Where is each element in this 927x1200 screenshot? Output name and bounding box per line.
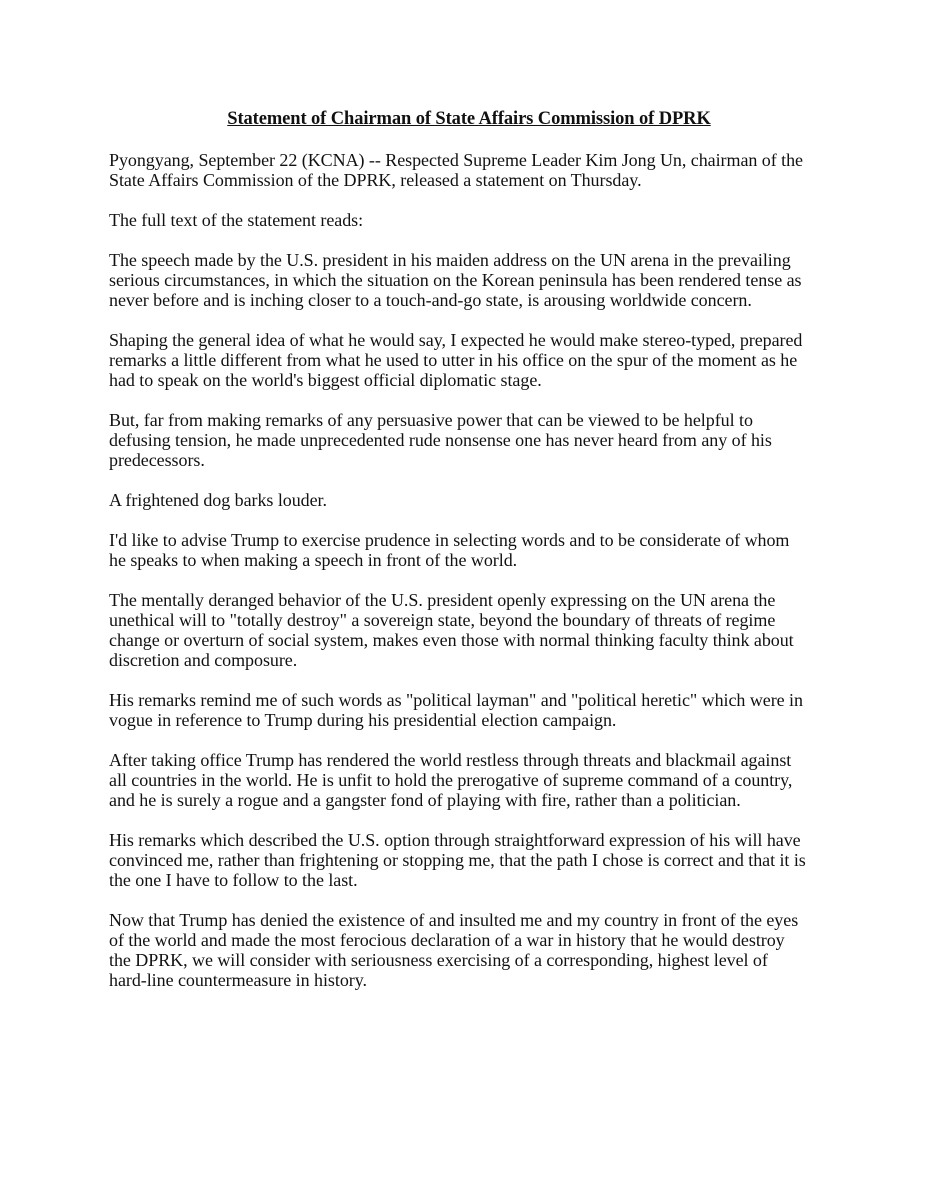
paragraph [109,150,829,190]
text-line: Shaping the general idea of what he would say, I expected he would make stereo-typed, prepared [109,330,803,350]
text-line: the DPRK, we will consider with seriousness exercising of a corresponding, highest level of [109,950,768,970]
text-line: remarks a little different from what he used to utter in his office on the spur of the moment as he [109,350,798,370]
text-line: defusing tension, he made unprecedented rude nonsense one has never heard from any of his [109,430,772,450]
paragraph [109,690,829,730]
text-line: convinced me, rather than frightening or stopping me, that the path I chose is correct and that it is [109,850,806,870]
paragraph [109,750,829,810]
paragraph [109,590,829,670]
paragraph [109,530,829,570]
text-line: unethical will to "totally destroy" a sovereign state, beyond the boundary of threats of regime [109,610,776,630]
text-line: State Affairs Commission of the DPRK, released a statement on Thursday. [109,170,642,190]
text-line: I'd like to advise Trump to exercise prudence in selecting words and to be considerate of whom [109,530,790,550]
text-line: His remarks remind me of such words as "political layman" and "political heretic" which were in [109,690,803,710]
paragraph [109,490,829,510]
text-line: the one I have to follow to the last. [109,870,358,890]
paragraph [109,410,829,470]
text-line: vogue in reference to Trump during his presidential election campaign. [109,710,617,730]
text-line: never before and is inching closer to a touch-and-go state, is arousing worldwide concern. [109,290,752,310]
text-line: serious circumstances, in which the situation on the Korean peninsula has been rendered tense as [109,270,802,290]
text-line: A frightened dog barks louder. [109,490,327,510]
paragraph [109,330,829,390]
paragraph [109,910,829,990]
paragraph [109,830,829,890]
text-line: he speaks to when making a speech in front of the world. [109,550,518,570]
text-line: of the world and made the most ferocious declaration of a war in history that he would destroy [109,930,785,950]
document-page [109,108,829,1010]
text-line: hard-line countermeasure in history. [109,970,367,990]
document-body [109,150,829,990]
text-line: change or overturn of social system, makes even those with normal thinking faculty think about [109,630,794,650]
text-line: had to speak on the world's biggest official diplomatic stage. [109,370,542,390]
text-line: His remarks which described the U.S. option through straightforward expression of his will have [109,830,801,850]
text-line: The speech made by the U.S. president in his maiden address on the UN arena in the prevailing [109,250,791,270]
text-line: After taking office Trump has rendered the world restless through threats and blackmail against [109,750,792,770]
paragraph [109,210,829,230]
text-line: The mentally deranged behavior of the U.S. president openly expressing on the UN arena the [109,590,776,610]
text-line: all countries in the world. He is unfit to hold the prerogative of supreme command of a country, [109,770,793,790]
paragraph [109,250,829,310]
text-line: Now that Trump has denied the existence of and insulted me and my country in front of the eyes [109,910,799,930]
text-line: discretion and composure. [109,650,298,670]
text-line: But, far from making remarks of any persuasive power that can be viewed to be helpful to [109,410,753,430]
text-line: Pyongyang, September 22 (KCNA) -- Respected Supreme Leader Kim Jong Un, chairman of the [109,150,803,170]
document-title: Statement of Chairman of State Affairs Commission of DPRK [227,109,711,129]
text-line: predecessors. [109,450,205,470]
text-line: and he is surely a rogue and a gangster fond of playing with fire, rather than a politician. [109,790,741,810]
text-line: The full text of the statement reads: [109,210,364,230]
